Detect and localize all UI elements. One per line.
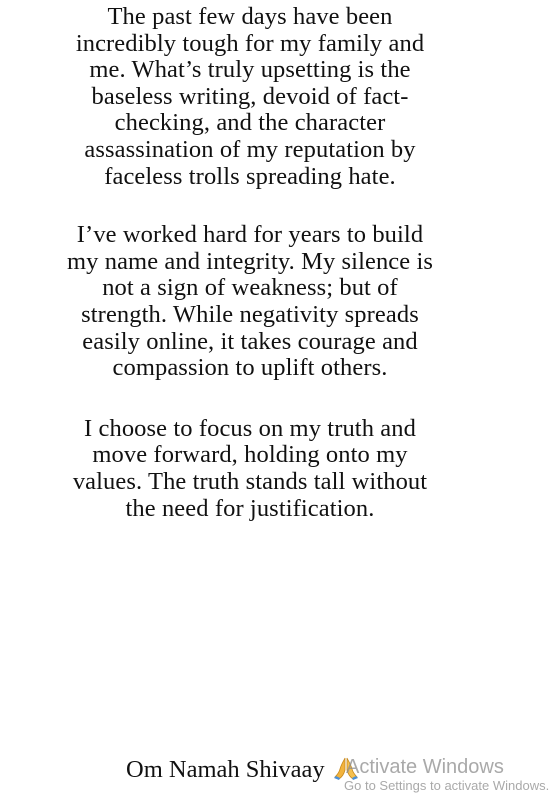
story-paragraph-3: I choose to focus on my truth and move forward, holding onto my values. The truth stands tall without the need for justification.: [72, 414, 428, 522]
signoff-text: Om Namah Shivaay: [126, 756, 325, 783]
folded-hands-icon: [333, 756, 359, 780]
signoff-line: [0, 756, 500, 784]
story-paragraph-1: The past few days have been incredibly tough for my family and me. What’s truly upsetting is the baseless writing, devoid of fact-checking, and the character assassination of my reputation by faceless trolls spreading hate.: [75, 3, 425, 190]
story-paragraph-2: I’ve worked hard for years to build my name and integrity. My silence is not a sign of weakness; but of strength. While negativity spreads easily online, it takes courage and compassion to uplift others.: [66, 221, 434, 382]
watermark-subtitle: Go to Settings to activate Windows.: [344, 778, 549, 793]
watermark-title: Activate Windows: [346, 756, 504, 778]
